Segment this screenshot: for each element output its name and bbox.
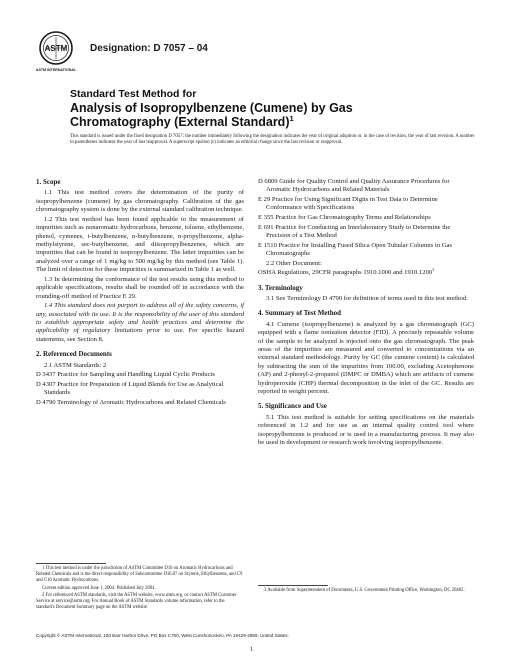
page-number: 1: [250, 646, 254, 653]
paragraph-1-3: 1.3 In determining the conformance of the test results using this method to applicable specifications, results shall be rounded off in accordance with the rounding-off method of Practice E 29.: [36, 275, 244, 300]
section-heading-referenced-documents: 2. Referenced Documents: [36, 350, 112, 359]
copyright-line: Copyright © ASTM International, 100 Barr Harbor Drive, PO Box C700, West Conshohocken, PA 19428-2959, United States.: [36, 633, 289, 638]
title-block: [70, 88, 490, 129]
paragraph-1-1: 1.1 This test method covers the determination of the purity of isopropylbenzene (cumene) by gas chromatography. Calibration of the gas chromatography system is done by the external standard calibration technique.: [36, 189, 244, 214]
astm-logo-icon: [36, 29, 76, 73]
paragraph-5-1: 5.1 This test method is suitable for setting specifications on the materials referenced in 1.2 and for use as an internal quality control tool where isopropylbenzene is produced or is used in a manufacturing process. It may also be used in development or research work involving isopropylbenzene.: [258, 413, 474, 447]
logo-text: ASTM INTERNATIONAL: [36, 68, 76, 72]
section-heading-terminology: 3. Terminology: [258, 283, 303, 292]
paragraph-1-4: [36, 302, 244, 344]
footnotes-left: [36, 566, 244, 613]
footnote-2: 2 For referenced ASTM standards, visit the ASTM website, www.astm.org, or contact ASTM Customer Service at service@astm.org. For Annual Book of ASTM Standards volume information, refer to the standard's Document Summary page on the ASTM website.: [36, 593, 237, 611]
footnote-edition: Current edition approved June 1, 2004. Published July 2004.: [42, 585, 156, 591]
title-line-2: Analysis of Isopropylbenzene (Cumene) by Gas: [70, 101, 353, 115]
reference-d3437: D 3437 Practice for Sampling and Handling Liquid Cyclic Products: [36, 371, 215, 379]
title-footnote-mark: 1: [289, 113, 294, 123]
reference-d6809: D 6809 Guide for Quality Control and Quality Assurance Procedures for Aromatic Hydrocarbons and Related Materials: [258, 178, 450, 194]
title-line-3: [70, 115, 490, 129]
osha-footnote-mark: 3: [432, 267, 435, 272]
issued-note: This standard is issued under the fixed designation D 7057; the number immediately following the designation indicates the year of original adoption or, in the case of revision, the year of last revision. A number in parentheses indicates the year of last reapproval. A superscript epsilon (ε) indicates an editorial change since the last revision or reapproval.: [70, 134, 475, 146]
right-column: [258, 178, 474, 449]
reference-osha-text: OSHA Regulations, 29CFR paragraphs 1910.1000 and 1910.1200: [258, 269, 433, 277]
svg-text:ASTM: ASTM: [44, 44, 68, 53]
designation: Designation: D 7057 – 04: [90, 43, 208, 54]
paragraph-3-1: 3.1 See Terminology D 4790 for definition of terms used in this test method.: [266, 295, 468, 302]
reference-e691: E 691 Practice for Conducting an Interlaboratory Study to Determine the Precision of a Test Method: [258, 223, 451, 239]
footnote-1: 1 This test method is under the jurisdiction of ASTM Committee D16 on Aromatic Hydrocarbons and Related Chemicals and is the direct responsibility of Subcommittee D16.07 on Styrene, Ethylbenzene, and C9 and C10 Aromatic Hydrocarbons.: [36, 566, 243, 584]
footnotes-right: [258, 588, 474, 595]
section-heading-significance: 5. Significance and Use: [258, 402, 327, 411]
section-heading-summary: 4. Summary of Test Method: [258, 309, 342, 318]
footnote-rule-right: [258, 585, 328, 586]
reference-e29: E 29 Practice for Using Significant Digits in Test Data to Determine Conformance with Specifications: [258, 196, 438, 212]
paragraph-1-2: 1.2 This test method has been found applicable to the measurement of impurities such as nonaromatic hydrocarbons, benzene, toluene, ethylbenzene, phenol, cymenes, t-butylbenzene, n-butylbenzene, n-propylbenzene, alpha-methylstyrene, sec-butylbenzene, and diisopropylbenzenes, which are impurities that can be found in isopropylbenzene. The latter impurities can be analyzed over a range of 1 mg/kg to 500 mg/kg by this method (see Table 1). The limit of detection for these impurities is summarized in Table 1 as well.: [36, 215, 244, 274]
paragraph-4-1: 4.1 Cumene (isopropylbenzene) is analyzed by a gas chromatograph (GC) equipped with a flame ionization detector (FID). A precisely repeatable volume of the sample to be analyzed is injected onto the gas chromatograph. The peak areas of the impurities are measured and converted to concentrations via an external standard methodology. Purity by GC (the cumene content) is calculated by subtracting the sum of the impurities from 100.00, excluding Acetophenone (AP) and 2-phenyl-2-propanol (DMPC or DMBA) which are artifacts of cumene hydroperoxide (CHP) thermal decomposition in the inlet of the GC. Results are reported in weight percent.: [258, 320, 474, 396]
footnote-rule-left: [36, 563, 106, 564]
other-documents-label: 2.2 Other Document:: [266, 259, 322, 267]
reference-d4790: D 4790 Terminology of Aromatic Hydrocarbons and Related Chemicals: [36, 398, 226, 406]
title-line-3-text: Chromatography (External Standard): [70, 115, 290, 129]
title-line-1: Standard Test Method for: [70, 88, 197, 100]
section-heading-scope: 1. Scope: [36, 178, 61, 186]
footnote-3: 3 Available from Superintendent of Documents, U.S. Government Printing Office, Washington, DC 20402.: [264, 588, 465, 593]
astm-standards-label: 2.1 ASTM Standards: 2: [44, 361, 107, 369]
reference-e355: E 355 Practice for Gas Chromatography Terms and Relationships: [258, 214, 431, 221]
left-column: [36, 178, 244, 408]
astm-logo: [36, 29, 76, 73]
paragraph-1-4-normal: For specific hazard statements, see Section 8.: [36, 327, 244, 343]
reference-osha: [258, 269, 474, 277]
reference-e1510: E 1510 Practice for Installing Fused Silica Open Tubular Columns in Gas Chromatographs: [258, 241, 452, 257]
paragraph-1-4-italic: 1.4 This standard does not purport to address all of the safety concerns, if any, associated with its use. It is the responsibility of the user of this standard to establish appropriate safety and health practices and determine the applicability of regulatory limitations prior to use.: [36, 302, 244, 335]
reference-d4307: D 4307 Practice for Preparation of Liquid Blends for Use as Analytical Standards: [36, 380, 224, 397]
